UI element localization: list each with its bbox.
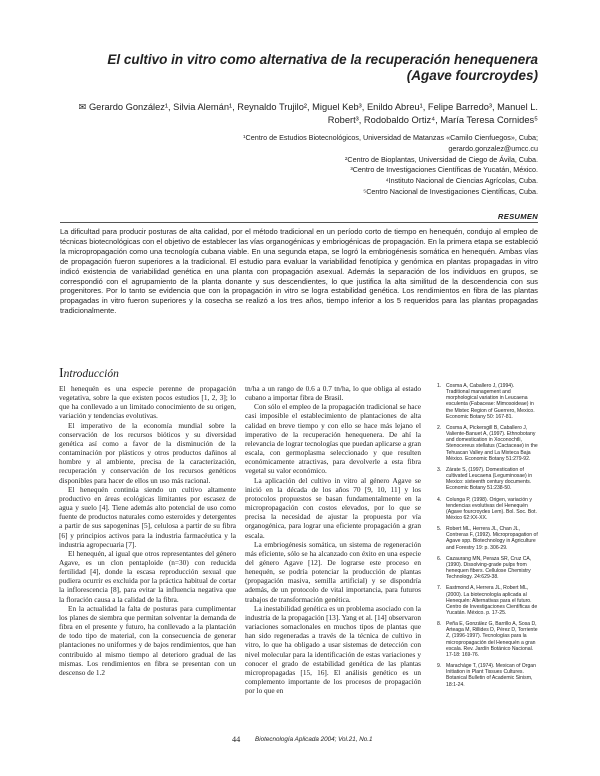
- reference-number: 3.: [437, 466, 442, 473]
- reference-item: [437, 497, 538, 522]
- journal-citation: Biotecnología Aplicada 2004; Vol.21, No.1: [255, 736, 373, 743]
- reference-text: Cosma A, Pickersgill B, Caballero J, Valiente-Banuet A, (1997). Ethnobotany and domestication in Xoconochtli, Stenocereus stellatus (Cactaceae) in the Tehuacan Valley and La Mixteca Baja México. Economic Botany 51:279-92.: [446, 424, 538, 462]
- affiliation-4: ⁴Instituto Nacional de Ciencias Agrícolas, Cuba.: [385, 176, 538, 186]
- affiliation-1: ¹Centro de Estudios Biotecnológicos, Universidad de Matanzas «Camilo Cienfuegos», Cuba;: [243, 133, 538, 142]
- reference-number: 9.: [437, 663, 442, 670]
- reference-item: [437, 621, 538, 658]
- reference-text: Peña E, González G, Barrillo A, Sosa D, Arteaga M, Rillides D, Pérez D, Torriente Z, (1996-1997). Tecnologías para la micropropagación del Henequén a gran escala. Rev. Jardín Botánico Nacional. 17-18: 169-76.: [446, 621, 538, 658]
- reference-number: 8.: [437, 621, 442, 628]
- paragraph: En la actualidad la falta de posturas para cumplimentar los planes de siembra que permitan solventar la demanda de fibra en el presente y futuro, ha conllevado a la plantación de todo tipo de material, con la consecuencia de generar plantaciones no uniformes y de bajos rendimientos, que han contribuido al mismo tiempo al deterioro gradual de las mismas. Los rendimientos en fibra se presentan con un descenso de 1.2: [59, 603, 236, 677]
- reference-number: 2.: [437, 424, 442, 431]
- reference-text: Robert ML, Herrera JL, Chan JL, Contreras F, (1992). Micropropagation of Agave spp. Biotechnology in Agriculture and Forestry 19: p. 306-29.: [446, 526, 538, 551]
- reference-number: 7.: [437, 585, 442, 592]
- reference-text: Zárate S, (1997). Domestication of cultivated Leucaena (Leguminosae) in Mexico: sixteenth century documents. Economic Botany 51:238-50.: [446, 466, 533, 492]
- paragraph: El imperativo de la economía mundial sobre la conservación de los recursos bióticos y su diversidad genética así como a favor de la disminución de la contaminación por plásticos y otros productos dañinos al hombre y al ambiente, precisa de la caracterización, recuperación y conservación de los recursos genéticos disponibles para hacer de ellos un uso más racional.: [59, 420, 236, 485]
- body-column-middle: [245, 384, 421, 695]
- article-title: El cultivo in vitro como alternativa de la recuperación henequenera (Agave fourcroydes): [107, 52, 538, 83]
- paragraph: La aplicación del cultivo in vitro al género Agave se inició en la década de los años 70 [9, 10, 11] y los protocolos propuestos se basan fundamentalmente en la micropropagación con costos elevados, por lo que se precisa la necesidad de ajustar la propuesta por vía organogénica, para lograr una eficiente propagación a gran escala.: [245, 475, 421, 540]
- abstract-heading: RESUMEN: [497, 212, 538, 221]
- section-heading-initial: I: [59, 366, 64, 381]
- paragraph: El henequén continúa siendo un cultivo altamente productivo en áreas ecológicas limitantes por escasez de agua y suelo [4]. Tiene además alto potencial de uso como fuente de productos naturales como esteroides y detergentes a partir de sus sapogeninas [5], celulosa a partir de su fibra [6] y principios activos para la industria farmacéutica y la industria agropecuaria [7].: [59, 484, 236, 549]
- reference-number: 6.: [437, 555, 442, 562]
- abstract-rule: [60, 222, 538, 223]
- reference-item: [437, 425, 538, 462]
- reference-number: 1.: [437, 383, 442, 389]
- reference-item: [437, 585, 538, 616]
- reference-number: 4.: [437, 496, 442, 503]
- body-column-left: [59, 384, 236, 677]
- paragraph: La embriogénesis somática, un sistema de regeneración más eficiente, sólo se ha alcanzado con éxito en una especie del género Agave [12]. De lograrse este proceso en henequén, se podría potenciar la producción de plantas (propagación masiva, semilla artificial) y se dispondría además, de un protocolo de vital importancia, para futuros trabajos de transformación genética.: [245, 539, 421, 604]
- affiliation-5: ⁵Centro Nacional de Investigaciones Científicas, Cuba.: [363, 186, 538, 196]
- reference-item: [437, 467, 538, 492]
- reference-text: Eastmond A, Herrera JL, Robert ML, (2000). La biotecnología aplicada al Henequén: Alternativas para el futuro. Centro de Investigaciones Científicas de Yucatán. México. p. 17-25.: [446, 585, 538, 616]
- affiliation-email[interactable]: gerardo.gonzalez@umcc.cu: [448, 143, 538, 153]
- reference-item: [437, 526, 538, 551]
- reference-item: [437, 556, 538, 581]
- paragraph: El henequén es una especie perenne de propagación vegetativa, sobre la que existen pocos estudios [1, 2, 3]; lo que ha conllevado a un limitado conocimiento de su origen, variación y tendencias evolutivas.: [59, 384, 236, 421]
- author-list: ✉ Gerardo González¹, Silvia Alemán¹, Reynaldo Trujilo², Miguel Keb³, Enildo Abreu¹, Felipe Barredo³, Manuel L. Robert³, Rodobaldo Ortiz⁴, María Teresa Cornides⁵: [78, 102, 538, 125]
- reference-text: Colunga P, (1998). Origen, variación y tendencias evolutivas del Henequén (Agave fourcroydes Lem). Bol. Soc. Bot. México 62:XX-XX.: [446, 496, 537, 521]
- abstract-text: La dificultad para producir posturas de alta calidad, por el método tradicional en un período corto de tiempo en henequén, condujo al empleo de técnicas biotecnológicas con el objetivo de establecer las vías organogénicas y embriogénicas de propagación. En la primera etapa se estableció la micropropagación como una tecnología cubana viable. En una segunda etapa, se logró la embriogénesis somática en henequén. Ambas vías de propagación fueron superiores a la tradicional. El estudio para evaluar la variabilidad fenotípica y genómica en plantas propagadas in vitro indicó existencia de variabilidad genética en una planta con propagación asexual. Además la separación de los individuos en grupos, se correspondió con el agrupamiento de la planta donante y sus descendientes, lo que justifica la alta similitud de la descendencia con sus progenitores. Por lo tanto se evidencia que con la propagación in vitro se logra estabilidad genética. Los rendimientos en fibra de las plantas propagadas in vitro fueron superiores y la cosecha se realizó a los tres años, tiempo inferior a los 5 requeridos para las plantas propagadas tradicionalmente.: [60, 227, 538, 316]
- affiliation-3: ³Centro de Investigaciones Científicas de Yucatán, México.: [350, 165, 538, 175]
- paragraph: La inestabilidad genética es un problema asociado con la industria de la propagación [13]. Yang et al. [14] observaron variaciones somaclonales en muchos tipos de plantas que han sido regeneradas a través de la técnica de cultivo in vitro, lo que ha obligado a usar sistemas de detección con nivel molecular para la identificación de estas variaciones y conocer el grado de estabilidad genética de las plantas micropropagadas [15, 16]. El análisis genético es un complemento importante de los procesos de propagación por lo que en: [245, 603, 421, 696]
- paragraph: El henequén, al igual que otros representantes del género Agave, es un clon pentaploide (n=30) con reducida fertilidad [4], donde la escasa reproducción sexual que pudiera ocurrir es excluida por la práctica habitual de cortar la inflorescencia [8], para evitar la influencia negativa que la floración causa a la calidad de la fibra.: [59, 548, 236, 604]
- reference-list: [437, 383, 538, 693]
- section-heading-introduccion: [59, 366, 119, 382]
- page-footer: [0, 735, 600, 747]
- page-number: 44: [232, 735, 241, 744]
- paragraph: tn/ha a un rango de 0.6 a 0.7 tn/ha, lo que obliga al estado cubano a importar fibra de Brasil.: [245, 384, 421, 403]
- section-heading-rest: ntroducción: [63, 368, 119, 380]
- reference-text: Cazaurang MN, Peraza SR, Cruz CA, (1990). Dissolving-grade pulps from henequen fibers. Cellulose Chemistry Technology. 24:629-38.: [446, 555, 532, 581]
- reference-text: Maracháge T, (1974). Mexican of Organ Initiation in Plant Tissues Cultures. Botanical Bulletin of Academic Sinism, 18:1-24.: [446, 663, 536, 688]
- reference-item: [437, 663, 538, 688]
- affiliations: [78, 133, 538, 198]
- reference-text: Cosma A, Caballero J, (1994). Traditional management and morphological variation in Leucaena esculenta (Fabaceae: Mimosoideae) in the Mixtec Region of Guerrero, Mexico. Economic Botany 50: 167-81.: [446, 383, 535, 420]
- paragraph: Con sólo el empleo de la propagación tradicional se hace casi imposible el establecimiento de plantaciones de alta calidad en breve tiempo y con ello se hace más lejano el imperativo de la recuperación henequenera. De ahí la relevancia de lograr tecnologías que puedan aplicarse a gran escala, con germoplasma seleccionado y que resulten económicamente atractivas, para devolverle a esta fibra vegetal su valor económico.: [245, 402, 421, 476]
- reference-item: [437, 383, 538, 420]
- affiliation-2: ²Centro de Bioplantas, Universidad de Ciego de Ávila, Cuba.: [345, 154, 538, 164]
- reference-number: 5.: [437, 526, 442, 533]
